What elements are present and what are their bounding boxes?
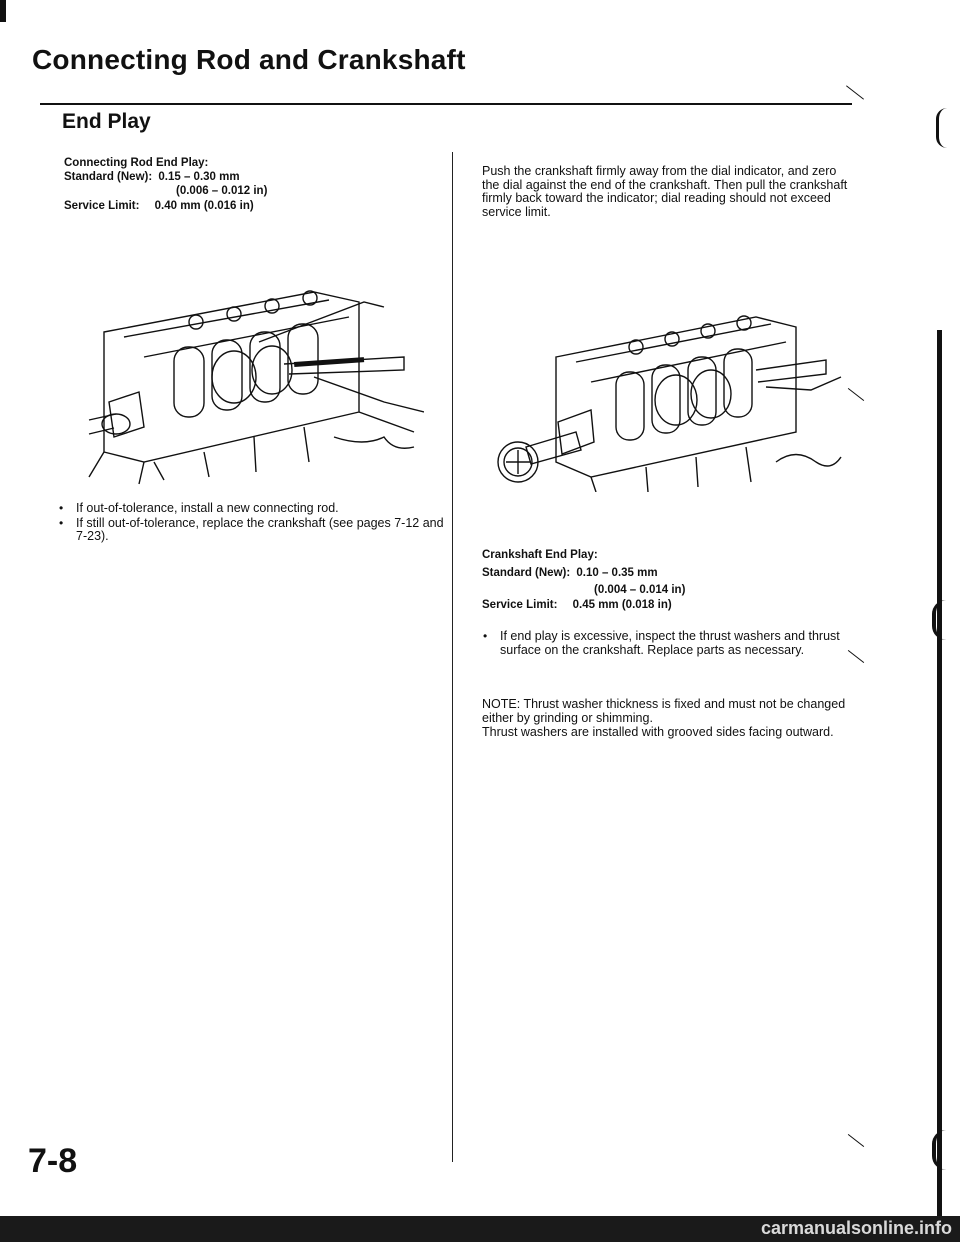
page-number: 7-8	[28, 1142, 78, 1180]
engine-block-feeler-gauge-illustration	[84, 262, 424, 486]
right-standard-label: Standard (New):	[482, 567, 571, 579]
engine-block-dial-indicator-illustration	[496, 282, 846, 492]
left-bullet-item: • If out-of-tolerance, install a new connecting rod.	[76, 502, 444, 516]
margin-mark	[846, 85, 864, 99]
right-note-2: Thrust washers are installed with grooved sides facing outward.	[482, 725, 834, 739]
left-service-row	[64, 199, 424, 213]
right-service-label: Service Limit:	[482, 599, 558, 611]
right-bullet-item: • If end play is excessive, inspect the thrust washers and thrust surface on the crankshaft. Replace parts as necessary.	[500, 630, 852, 657]
right-spec-heading: Crankshaft End Play:	[482, 549, 598, 561]
right-note: NOTE: Thrust washer thickness is fixed and must not be changed either by grinding or shimming.	[482, 697, 846, 725]
left-service-value: 0.40 mm (0.016 in)	[154, 200, 254, 212]
left-standard-row	[64, 170, 424, 184]
right-service-value: 0.45 mm (0.018 in)	[572, 599, 672, 611]
left-standard-value-in: (0.006 – 0.012 in)	[176, 185, 268, 197]
margin-mark	[936, 108, 947, 148]
right-instruction: Push the crankshaft firmly away from the dial indicator, and zero the dial against the end of the crankshaft. Then pull the crankshaft firmly back toward the indicator; dial reading should not exceed service limit.	[482, 164, 848, 219]
right-bullet-list	[500, 630, 852, 657]
page-title: Connecting Rod and Crankshaft	[32, 44, 466, 75]
margin-mark	[848, 388, 864, 401]
section-title: End Play	[62, 110, 151, 133]
left-standard-value: 0.15 – 0.30 mm	[158, 171, 240, 183]
engine-illustration-left-svg	[84, 262, 424, 486]
right-service-row	[482, 598, 852, 612]
right-standard-value-in: (0.004 – 0.014 in)	[594, 584, 686, 596]
right-standard-row	[482, 566, 852, 580]
left-spec-block	[64, 156, 424, 213]
corner-mark	[0, 0, 6, 22]
right-standard-value: 0.10 – 0.35 mm	[576, 567, 658, 579]
left-bullet-list	[76, 502, 444, 544]
watermark: carmanualsonline.info	[760, 1218, 952, 1238]
right-spec-block	[482, 548, 852, 612]
left-standard-label: Standard (New):	[64, 171, 153, 183]
engine-illustration-right-svg	[496, 282, 846, 492]
left-bullet-item: • If still out-of-tolerance, replace the crankshaft (see pages 7-12 and 7-23).	[76, 517, 444, 544]
left-spec-heading: Connecting Rod End Play:	[64, 157, 209, 169]
left-service-label: Service Limit:	[64, 200, 140, 212]
margin-mark	[848, 1134, 864, 1147]
right-scan-bar	[937, 330, 942, 1242]
column-divider	[452, 152, 453, 1162]
title-rule	[40, 103, 852, 105]
